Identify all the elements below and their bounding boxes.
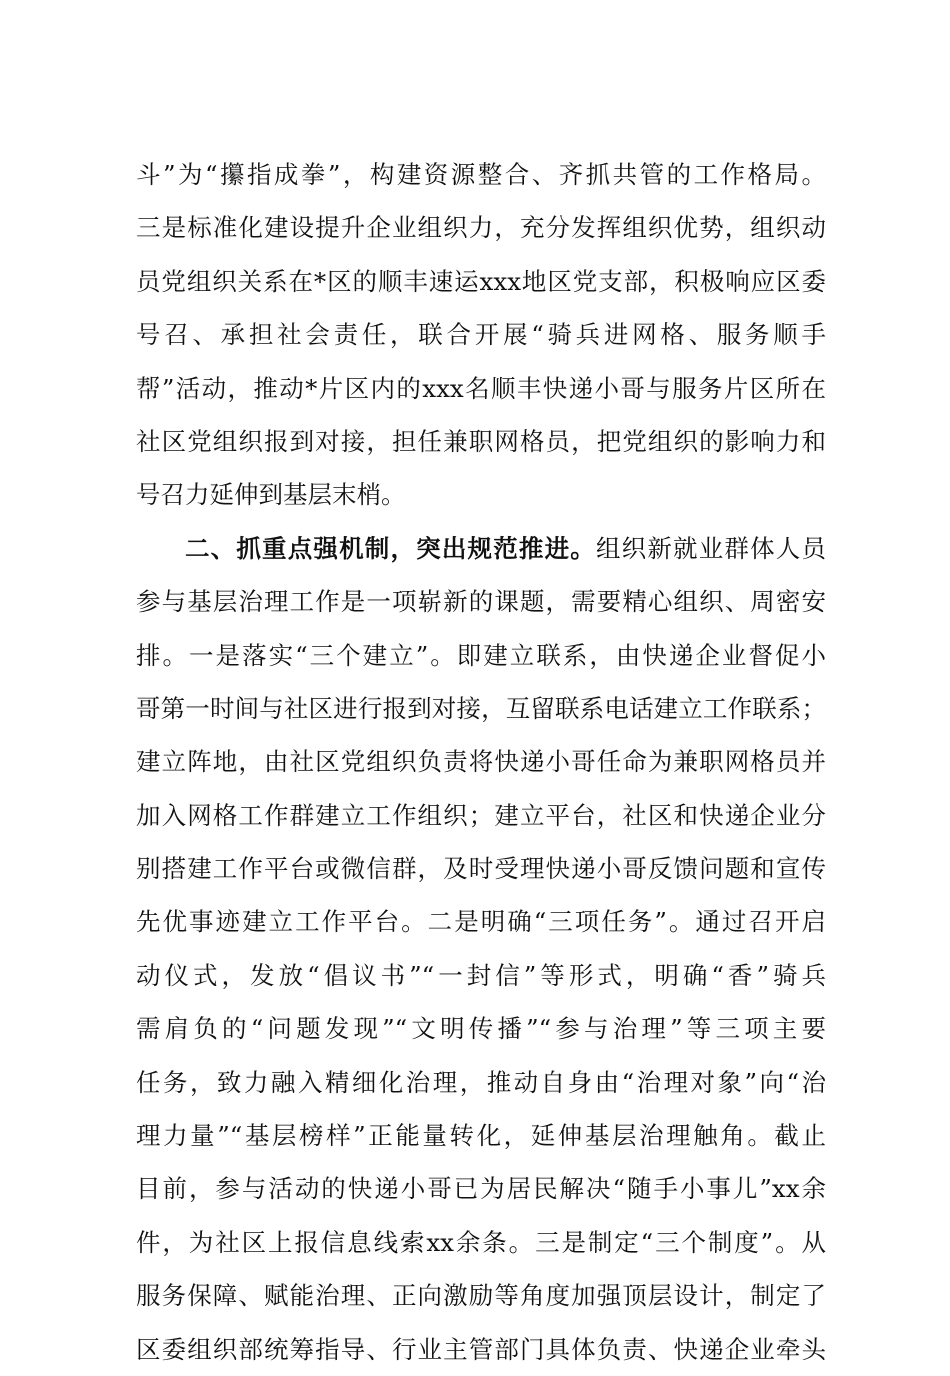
paragraph-line: 排。一是落实“三个建立”。即建立联系，由快递企业督促小 (136, 640, 826, 670)
paragraph-line: 区委组织部统筹指导、行业主管部门具体负责、快递企业牵头 (136, 1334, 826, 1364)
paragraph-line: 目前，参与活动的快递小哥已为居民解决“随手小事儿”xx余 (136, 1174, 826, 1204)
paragraph-line: 帮”活动，推动*片区内的xxx名顺丰快递小哥与服务片区所在 (136, 373, 826, 403)
paragraph-line: 理力量”“基层榜样”正能量转化，延伸基层治理触角。截止 (136, 1121, 826, 1151)
paragraph-line: 参与基层治理工作是一项崭新的课题，需要精心组织、周密安 (136, 587, 826, 617)
paragraph-line: 社区党组织报到对接，担任兼职网格员，把党组织的影响力和 (136, 426, 826, 456)
paragraph-line: 服务保障、赋能治理、正向激励等角度加强顶层设计，制定了 (136, 1281, 826, 1311)
paragraph-line: 号召力延伸到基层末梢。 (136, 480, 406, 510)
paragraph-line: 哥第一时间与社区进行报到对接，互留联系电话建立工作联系； (136, 693, 826, 723)
paragraph-line: 斗”为“攥指成拳”，构建资源整合、齐抓共管的工作格局。 (136, 160, 826, 189)
paragraph-line: 动仪式，发放“倡议书”“一封信”等形式，明确“香”骑兵 (136, 960, 826, 990)
section-heading-line (136, 522, 826, 575)
paragraph-line: 别搭建工作平台或微信群，及时受理快递小哥反馈问题和宣传 (136, 854, 826, 884)
paragraph-line: 件，为社区上报信息线索xx余条。三是制定“三个制度”。从 (136, 1227, 826, 1257)
section-heading-continuation: 组织新就业群体人员 (596, 533, 826, 563)
document-body (136, 148, 826, 1376)
section-heading: 二、抓重点强机制，突出规范推进。 (185, 533, 596, 563)
paragraph-line: 加入网格工作群建立工作组织；建立平台，社区和快递企业分 (136, 800, 826, 830)
paragraph-line: 任务，致力融入精细化治理，推动自身由“治理对象”向“治 (136, 1067, 826, 1097)
paragraph-line: 三是标准化建设提升企业组织力，充分发挥组织优势，组织动 (136, 213, 826, 243)
paragraph-line: 建立阵地，由社区党组织负责将快递小哥任命为兼职网格员并 (136, 747, 826, 777)
paragraph-line: 先优事迹建立工作平台。二是明确“三项任务”。通过召开启 (136, 907, 826, 937)
paragraph-line: 需肩负的“问题发现”“文明传播”“参与治理”等三项主要 (136, 1014, 826, 1044)
paragraph-line: 员党组织关系在*区的顺丰速运xxx地区党支部，积极响应区委 (136, 266, 826, 296)
paragraph-line: 号召、承担社会责任，联合开展“骑兵进网格、服务顺手 (136, 320, 826, 350)
